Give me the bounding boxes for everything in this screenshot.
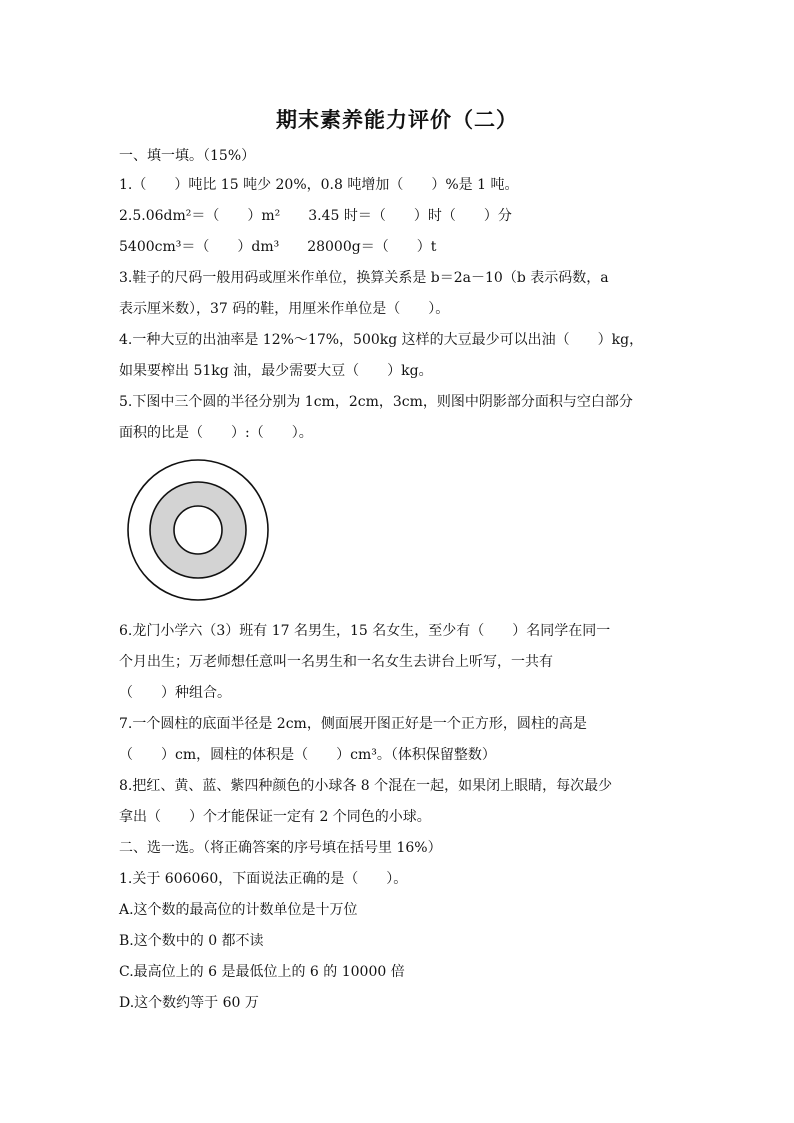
option-c: C.最高位上的 6 是最低位上的 6 的 10000 倍	[119, 964, 405, 980]
option-a: A.这个数的最高位的计数单位是十万位	[119, 902, 358, 918]
question-1-5-continued: 面积的比是（ ）:（ ）。	[119, 425, 313, 441]
section-1-heading: 一、填一填。（15%）	[119, 148, 256, 164]
concentric-circles-svg	[126, 458, 270, 602]
concentric-circles-figure	[126, 458, 270, 602]
question-1-6-continued-2: （ ）种组合。	[119, 685, 231, 701]
question-1-2-continued: 5400cm³＝（ ）dm³ 28000g＝（ ）t	[119, 239, 437, 255]
question-1-7: 7.一个圆柱的底面半径是 2cm，侧面展开图正好是一个正方形，圆柱的高是	[119, 716, 587, 732]
question-1-8: 8.把红、黄、蓝、紫四种颜色的小球各 8 个混在一起，如果闭上眼睛，每次最少	[119, 778, 613, 794]
question-1-2: 2.5.06dm²＝（ ）m² 3.45 时＝（ ）时（ ）分	[119, 208, 512, 224]
option-d: D.这个数约等于 60 万	[119, 995, 259, 1011]
question-2-1: 1.关于 606060，下面说法正确的是（ ）。	[119, 871, 408, 887]
question-1-8-continued: 拿出（ ）个才能保证一定有 2 个同色的小球。	[119, 809, 431, 825]
question-1-7-continued: （ ）cm，圆柱的体积是（ ）cm³。（体积保留整数）	[119, 747, 496, 763]
question-1-4: 4.一种大豆的出油率是 12%～17%，500kg 这样的大豆最少可以出油（ ）kg，	[119, 332, 644, 348]
question-1-4-continued: 如果要榨出 51kg 油，最少需要大豆（ ）kg。	[119, 363, 433, 379]
question-1-3-continued: 表示厘米数），37 码的鞋，用厘米作单位是（ ）。	[119, 301, 450, 317]
question-1-3: 3.鞋子的尺码一般用码或厘米作单位，换算关系是 b＝2a－10（b 表示码数，a	[119, 270, 609, 286]
page-title: 期末素养能力评价（二）	[276, 107, 518, 132]
question-1-6: 6.龙门小学六（3）班有 17 名男生，15 名女生，至少有（ ）名同学在同一	[119, 623, 611, 639]
inner-circle-r1	[174, 506, 222, 554]
question-1-1: 1.（ ）吨比 15 吨少 20%，0.8 吨增加（ ）%是 1 吨。	[119, 177, 519, 193]
section-2-heading: 二、选一选。（将正确答案的序号填在括号里 16%）	[119, 840, 442, 856]
question-1-5: 5.下图中三个圆的半径分别为 1cm，2cm，3cm，则图中阴影部分面积与空白部分	[119, 394, 633, 410]
question-1-6-continued: 个月出生；万老师想任意叫一名男生和一名女生去讲台上听写，一共有	[119, 654, 553, 670]
option-b: B.这个数中的 0 都不读	[119, 933, 264, 949]
